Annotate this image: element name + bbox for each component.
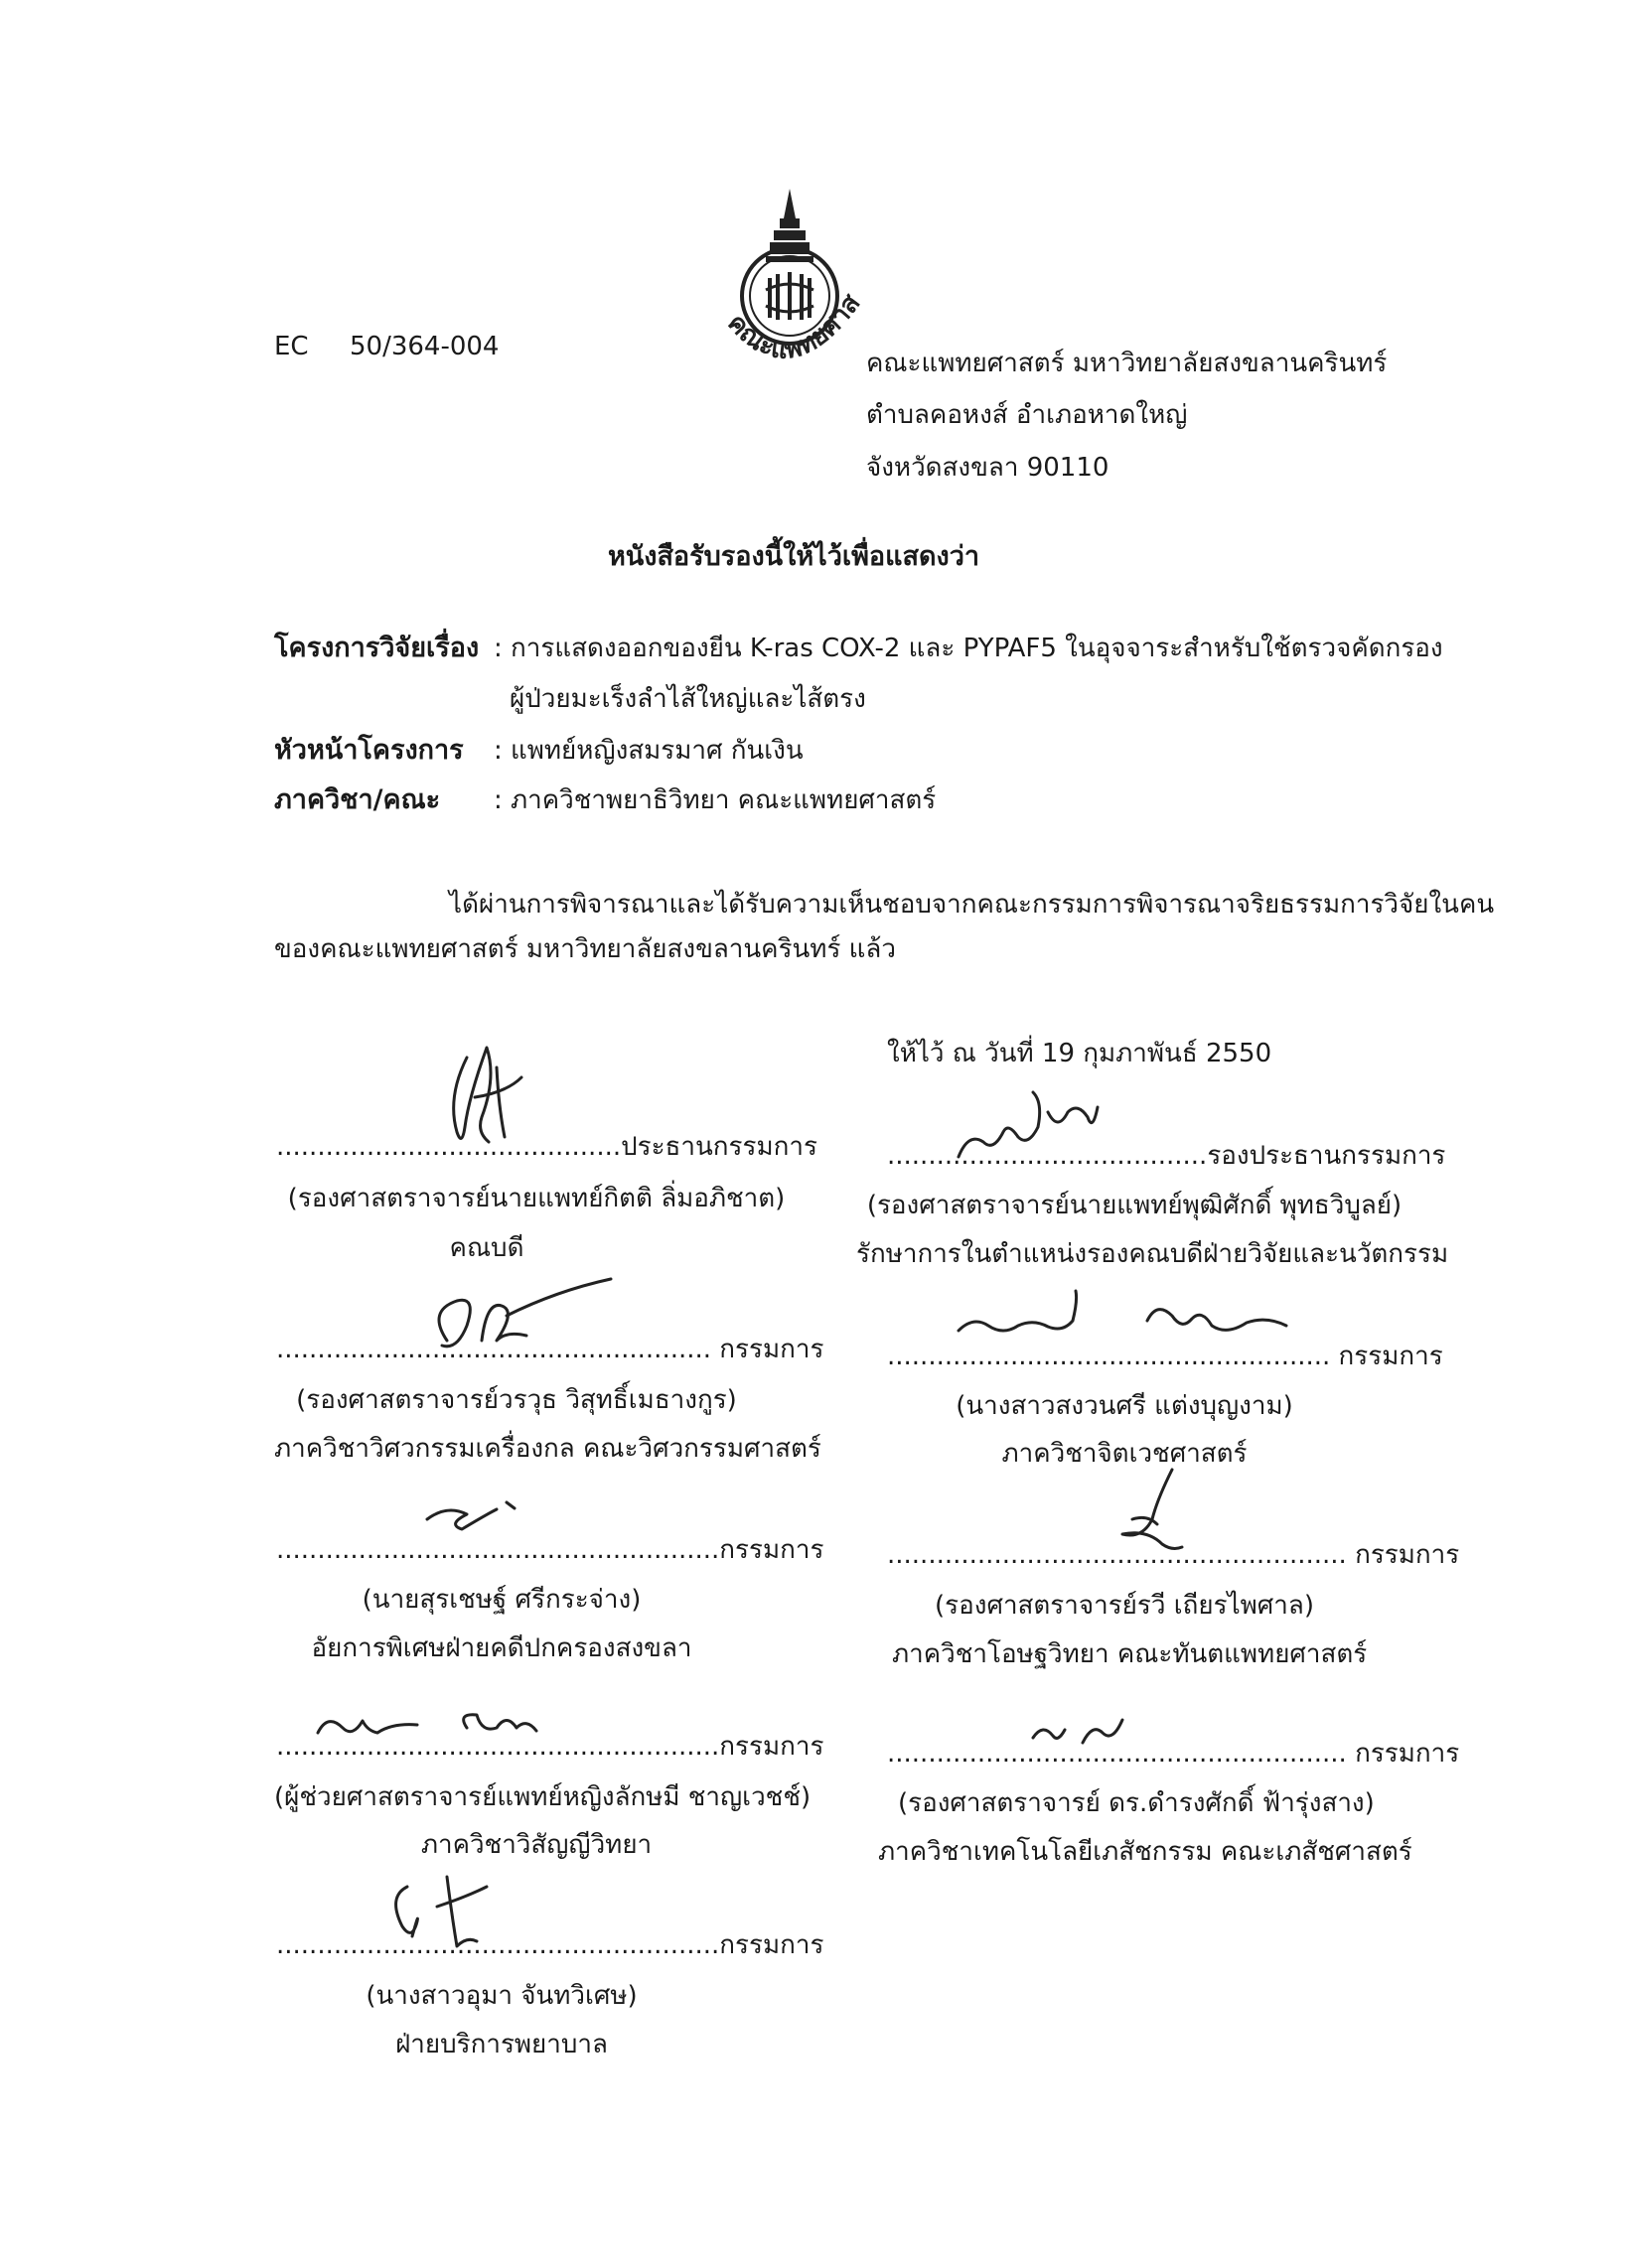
seal-arc-text: คณะแพทยศาส: [721, 288, 867, 366]
signature-mark: [377, 1867, 517, 1966]
signature-mark: [1023, 1708, 1142, 1758]
signature-line: ......................................................กรรมการ: [276, 1732, 824, 1762]
signature-line: .......................................รองประธานกรรมการ: [887, 1141, 1446, 1171]
body-line-1: ได้ผ่านการพิจารณาและได้รับความเห็นชอบจากคณะกรรมการพิจารณาจริยธรรมการวิจัยในคน: [449, 890, 1495, 920]
signature-line: ........................................................ กรรมการ: [887, 1739, 1460, 1769]
signature-mark: [949, 1072, 1127, 1172]
department-value: : ภาควิชาพยาธิวิทยา คณะแพทยศาสตร์: [494, 785, 937, 815]
signature-mark: [407, 1271, 626, 1370]
signature-mark: [308, 1703, 606, 1753]
faculty-seal-icon: [700, 179, 879, 377]
certificate-title: หนังสือรับรองนี้ให้ไว้เพื่อแสดงว่า: [608, 541, 980, 572]
address-line-2: ตำบลคอหงส์ อำเภอหาดใหญ่: [866, 400, 1188, 430]
signature-line: ..................................................... กรรมการ: [276, 1335, 824, 1364]
signature-mark: [427, 1038, 546, 1157]
signatory-name: (รองศาสตราจารย์ ดร.ดำรงศักดิ์ ฟ้ารุ่งสาง): [898, 1788, 1375, 1818]
head-value: : แพทย์หญิงสมรมาศ กันเงิน: [494, 736, 804, 766]
signatory-title: ฝ่ายบริการพยาบาล: [395, 2030, 608, 2059]
signature-line: ......................................................กรรมการ: [276, 1930, 824, 1960]
signatory-title: ภาควิชาวิศวกรรมเครื่องกล คณะวิศวกรรมศาสตร์: [274, 1434, 821, 1464]
signature-line: ........................................................ กรรมการ: [887, 1540, 1460, 1570]
svg-text:คณะแพทยศาสตร์: [700, 179, 867, 365]
address-line-3: จังหวัดสงขลา 90110: [866, 453, 1109, 483]
document-code: EC: [274, 332, 309, 361]
signature-mark: [417, 1494, 536, 1544]
signatory-name: (นายสุรเชษฐ์ ศรีกระจ่าง): [362, 1585, 642, 1615]
address-line-1: คณะแพทยศาสตร์ มหาวิทยาลัยสงขลานครินทร์: [866, 349, 1388, 378]
signatory-title: ภาควิชาโอษฐวิทยา คณะทันตแพทยศาสตร์: [892, 1639, 1368, 1669]
signatory-name: (นางสาวอุมา จันทวิเศษ): [366, 1981, 638, 2011]
signature-mark: [1103, 1460, 1192, 1569]
signatory-name: (รองศาสตราจารย์นายแพทย์กิตติ ลิ่มอภิชาต): [287, 1184, 786, 1213]
signatory-title: คณบดี: [449, 1233, 524, 1263]
head-label: หัวหน้าโครงการ: [274, 735, 464, 766]
department-label: ภาควิชา/คณะ: [274, 784, 441, 815]
signatory-title: รักษาการในตำแหน่งรองคณบดีฝ่ายวิจัยและนวัตกรรม: [856, 1239, 1449, 1269]
signatory-name: (รองศาสตราจารย์วรวุธ วิสุทธิ์เมธางกูร): [296, 1385, 737, 1415]
signatory-name: (ผู้ช่วยศาสตราจารย์แพทย์หญิงลักษมี ชาญเวชช์): [274, 1782, 812, 1812]
signatory-name: (รองศาสตราจารย์นายแพทย์พุฒิศักดิ์ พุทธวิบูลย์): [866, 1191, 1403, 1220]
signatory-title: ภาควิชาจิตเวชศาสตร์: [1001, 1439, 1248, 1469]
signatory-name: (รองศาสตราจารย์รวี เถียรไพศาล): [935, 1591, 1314, 1621]
signature-line: ...................................................... กรรมการ: [887, 1342, 1443, 1371]
signatory-title: ภาควิชาวิสัญญีวิทยา: [420, 1830, 653, 1860]
signatory-title: ภาควิชาเทคโนโลยีเภสัชกรรม คณะเภสัชศาสตร์: [878, 1837, 1412, 1867]
signatory-title: อัยการพิเศษฝ่ายคดีปกครองสงขลา: [311, 1633, 692, 1663]
project-value-line-1: : การแสดงออกของยีน K-ras COX-2 และ PYPAF5 ในอุจจาระสำหรับใช้ตรวจคัดกรอง: [494, 634, 1443, 663]
signatory-name: (นางสาวสงวนศรี แต่งบุญงาม): [956, 1391, 1293, 1421]
project-value-line-2: ผู้ป่วยมะเร็งลำไส้ใหญ่และไส้ตรง: [510, 684, 866, 714]
signature-line: ..........................................ประธานกรรมการ: [276, 1132, 817, 1162]
signature-mark: [949, 1281, 1346, 1360]
project-label: โครงการวิจัยเรื่อง: [274, 633, 480, 663]
issue-date: ให้ไว้ ณ วันที่ 19 กุมภาพันธ์ 2550: [887, 1039, 1272, 1068]
signature-line: ......................................................กรรมการ: [276, 1535, 824, 1565]
document-number: 50/364-004: [350, 332, 500, 361]
body-line-2: ของคณะแพทยศาสตร์ มหาวิทยาลัยสงขลานครินทร์ แล้ว: [274, 934, 896, 964]
